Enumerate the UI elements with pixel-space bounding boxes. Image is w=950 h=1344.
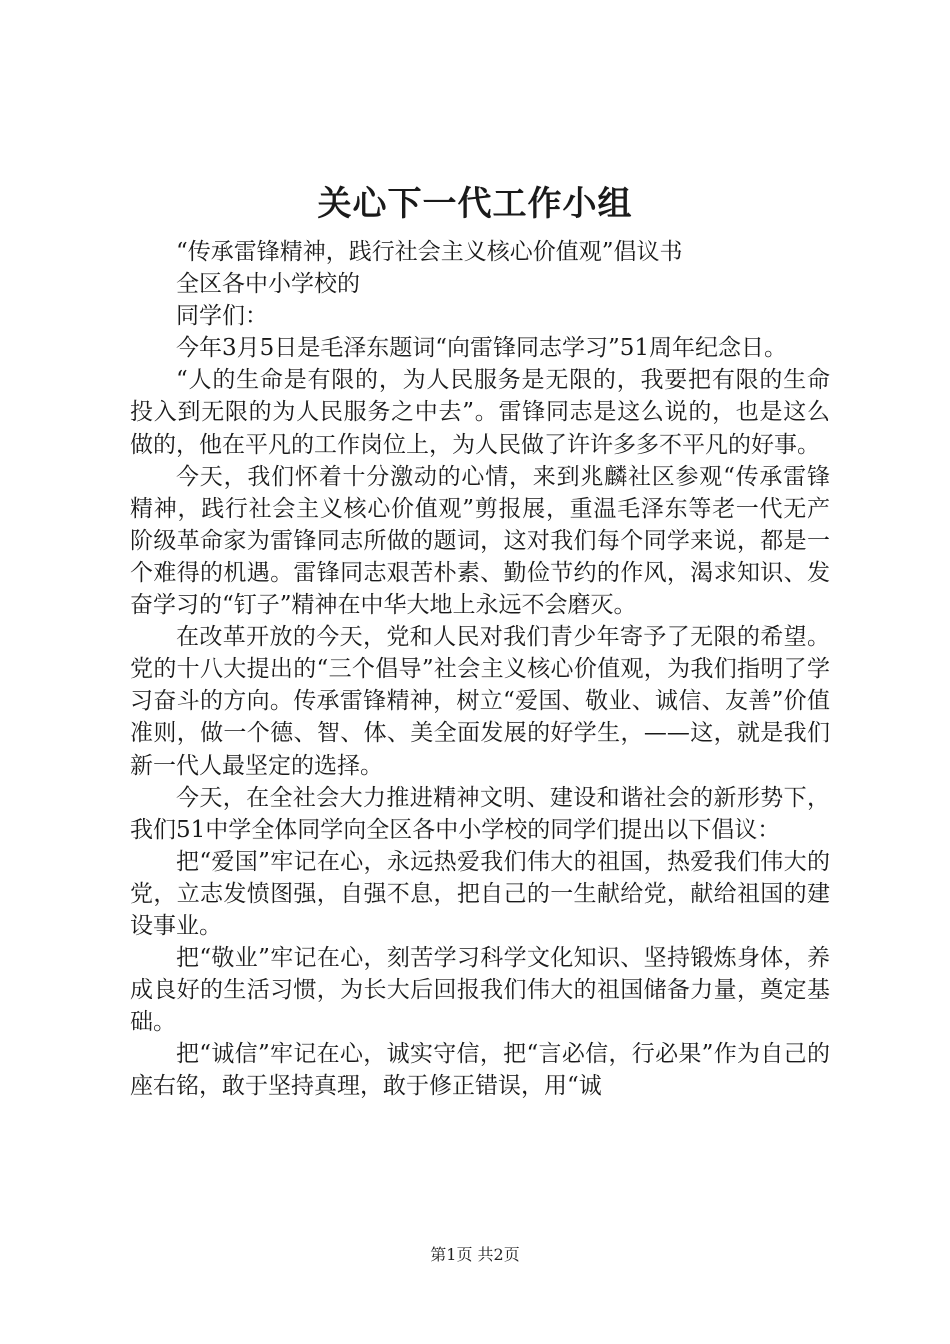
salutation-line-1: 全区各中小学校的 <box>176 271 360 298</box>
body-paragraph: 在改革开放的今天，党和人民对我们青少年寄予了无限的希望。党的十八大提出的“三个倡导”社会主义核心价值观，为我们指明了学习奋斗的方向。传承雷锋精神，树立“爱国、敬业、诚信、友善”价值准则，做一个德、智、体、美全面发展的好学生，——这，就是我们新一代人最坚定的选择。 <box>130 624 830 779</box>
body-paragraph: 把“诚信”牢记在心，诚实守信，把“言必信，行必果”作为自己的座右铭，敢于坚持真理，敢于修正错误，用“诚 <box>130 1041 830 1100</box>
body-paragraph: 今天，在全社会大力推进精神文明、建设和谐社会的新形势下，我们51中学全体同学向全区各中小学校的同学们提出以下倡议： <box>130 784 830 843</box>
body-paragraph: 今天，我们怀着十分激动的心情，来到兆麟社区参观“传承雷锋精神，践行社会主义核心价值观”剪报展，重温毛泽东等老一代无产阶级革命家为雷锋同志所做的题词，这对我们每个同学来说，都是一个难得的机遇。雷锋同志艰苦朴素、勤俭节约的作风，渴求知识、发奋学习的“钉子”精神在中华大地上永远不会磨灭。 <box>130 463 830 619</box>
body-paragraph: 把“敬业”牢记在心，刻苦学习科学文化知识、坚持锻炼身体，养成良好的生活习惯，为长大后回报我们伟大的祖国储备力量，奠定基础。 <box>130 945 830 1036</box>
body-paragraph: “人的生命是有限的，为人民服务是无限的，我要把有限的生命投入到无限的为人民服务之中去”。雷锋同志是这么说的，也是这么做的，他在平凡的工作岗位上，为人民做了许许多多不平凡的好事。 <box>130 367 830 458</box>
document-title: 关心下一代工作小组 <box>317 184 633 224</box>
proposal-heading: “传承雷锋精神，践行社会主义核心价值观”倡议书 <box>176 239 683 265</box>
page-number-footer: 第1页 共2页 <box>430 1245 520 1264</box>
salutation-line-2: 同学们： <box>176 303 268 330</box>
document-body <box>130 236 830 1103</box>
body-paragraph: 今年3月5日是毛泽东题词“向雷锋同志学习”51周年纪念日。 <box>176 335 788 362</box>
body-paragraph: 把“爱国”牢记在心，永远热爱我们伟大的祖国，热爱我们伟大的党，立志发愤图强，自强不息，把自己的一生献给党，献给祖国的建设事业。 <box>130 848 830 939</box>
